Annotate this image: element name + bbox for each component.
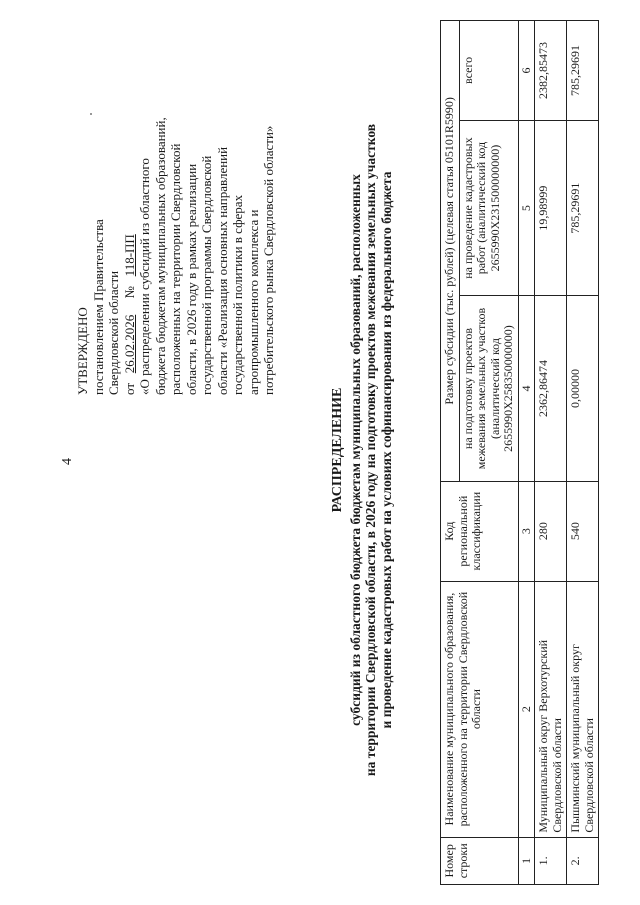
column-number: 2 xyxy=(518,581,535,837)
approval-line: расположенных на территории Свердловской xyxy=(168,143,183,395)
row-cadastral: 785,29691 xyxy=(567,120,599,295)
header-region-code: Код региональной классификации xyxy=(441,481,519,581)
approval-heading: УТВЕРЖДЕНО xyxy=(75,307,90,395)
approval-line: постановлением Правительства xyxy=(90,219,106,395)
header-subsidy-group: Размер субсидии (тыс. рублей) (целевая статья 05101R5990) xyxy=(441,21,460,482)
title-line: и проведение кадастровых работ на условиях софинансирования из федерального бюджета xyxy=(378,171,394,729)
column-number: 1 xyxy=(518,837,535,884)
approval-line: потребительского рынка Свердловской области» xyxy=(261,125,276,395)
approval-date-line xyxy=(122,35,138,395)
column-number-row xyxy=(518,21,535,885)
approval-line: Свердловской области xyxy=(106,270,121,395)
header-project-prep: на подготовку проектов межевания земельных участков (аналитический код 2655990X258350000000) xyxy=(459,296,518,482)
row-code: 280 xyxy=(535,481,567,581)
column-number: 3 xyxy=(518,481,535,581)
column-number: 5 xyxy=(518,120,535,295)
row-project-prep: 2362,86474 xyxy=(535,296,567,482)
document-title-block xyxy=(330,65,394,835)
table-row xyxy=(535,21,567,885)
approval-line: «О распределении субсидий из областного xyxy=(137,158,152,395)
approval-line: агропромышленного комплекса и xyxy=(245,209,261,395)
header-row-number: Номер строки xyxy=(441,837,519,884)
row-municipality: Муниципальный округ Верхотурский Свердловской области xyxy=(535,581,567,837)
row-cadastral: 19,98999 xyxy=(535,120,567,295)
table-header-row xyxy=(441,21,460,885)
row-project-prep: 0,00000 xyxy=(567,296,599,482)
distribution-table xyxy=(440,20,599,885)
row-number: 2. xyxy=(567,837,599,884)
row-total: 785,29691 xyxy=(567,21,599,121)
row-number: 1. xyxy=(535,837,567,884)
row-municipality: Пышминский муниципальный округ Свердловской области xyxy=(567,581,599,837)
page-number: 4 xyxy=(60,458,75,465)
approval-line: государственной программы Свердловской xyxy=(199,155,214,395)
title-line: на территории Свердловской области, в 2026 году на подготовку проектов межевания земельных участков xyxy=(363,123,378,777)
row-total: 2382,85473 xyxy=(535,21,567,121)
header-cadastral: на проведение кадастровых работ (аналитический код 2655990X231500000000) xyxy=(459,120,518,295)
row-code: 540 xyxy=(567,481,599,581)
approval-date: 26.02.2026 xyxy=(121,314,137,374)
number-prefix: № xyxy=(121,286,137,299)
approval-number: 118-ПП xyxy=(121,234,137,277)
date-prefix: от xyxy=(121,382,137,395)
approval-line: области «Реализация основных направлений xyxy=(214,146,230,395)
approval-line: области, в 2026 году в рамках реализации xyxy=(183,163,199,395)
document-title: РАСПРЕДЕЛЕНИЕ xyxy=(330,387,345,513)
header-municipality: Наименование муниципального образования, расположенного на территории Свердловской области xyxy=(441,581,519,837)
approval-line: бюджета бюджетам муниципальных образований, xyxy=(152,117,168,395)
column-number: 4 xyxy=(518,296,535,482)
approval-line: государственной политики в сферах xyxy=(230,194,245,395)
column-number: 6 xyxy=(518,21,535,121)
table-row xyxy=(567,21,599,885)
approval-stamp-block xyxy=(75,35,277,395)
title-line: субсидий из областного бюджета бюджетам муниципальных образований, расположенных xyxy=(347,174,363,726)
header-total: всего xyxy=(459,21,518,121)
